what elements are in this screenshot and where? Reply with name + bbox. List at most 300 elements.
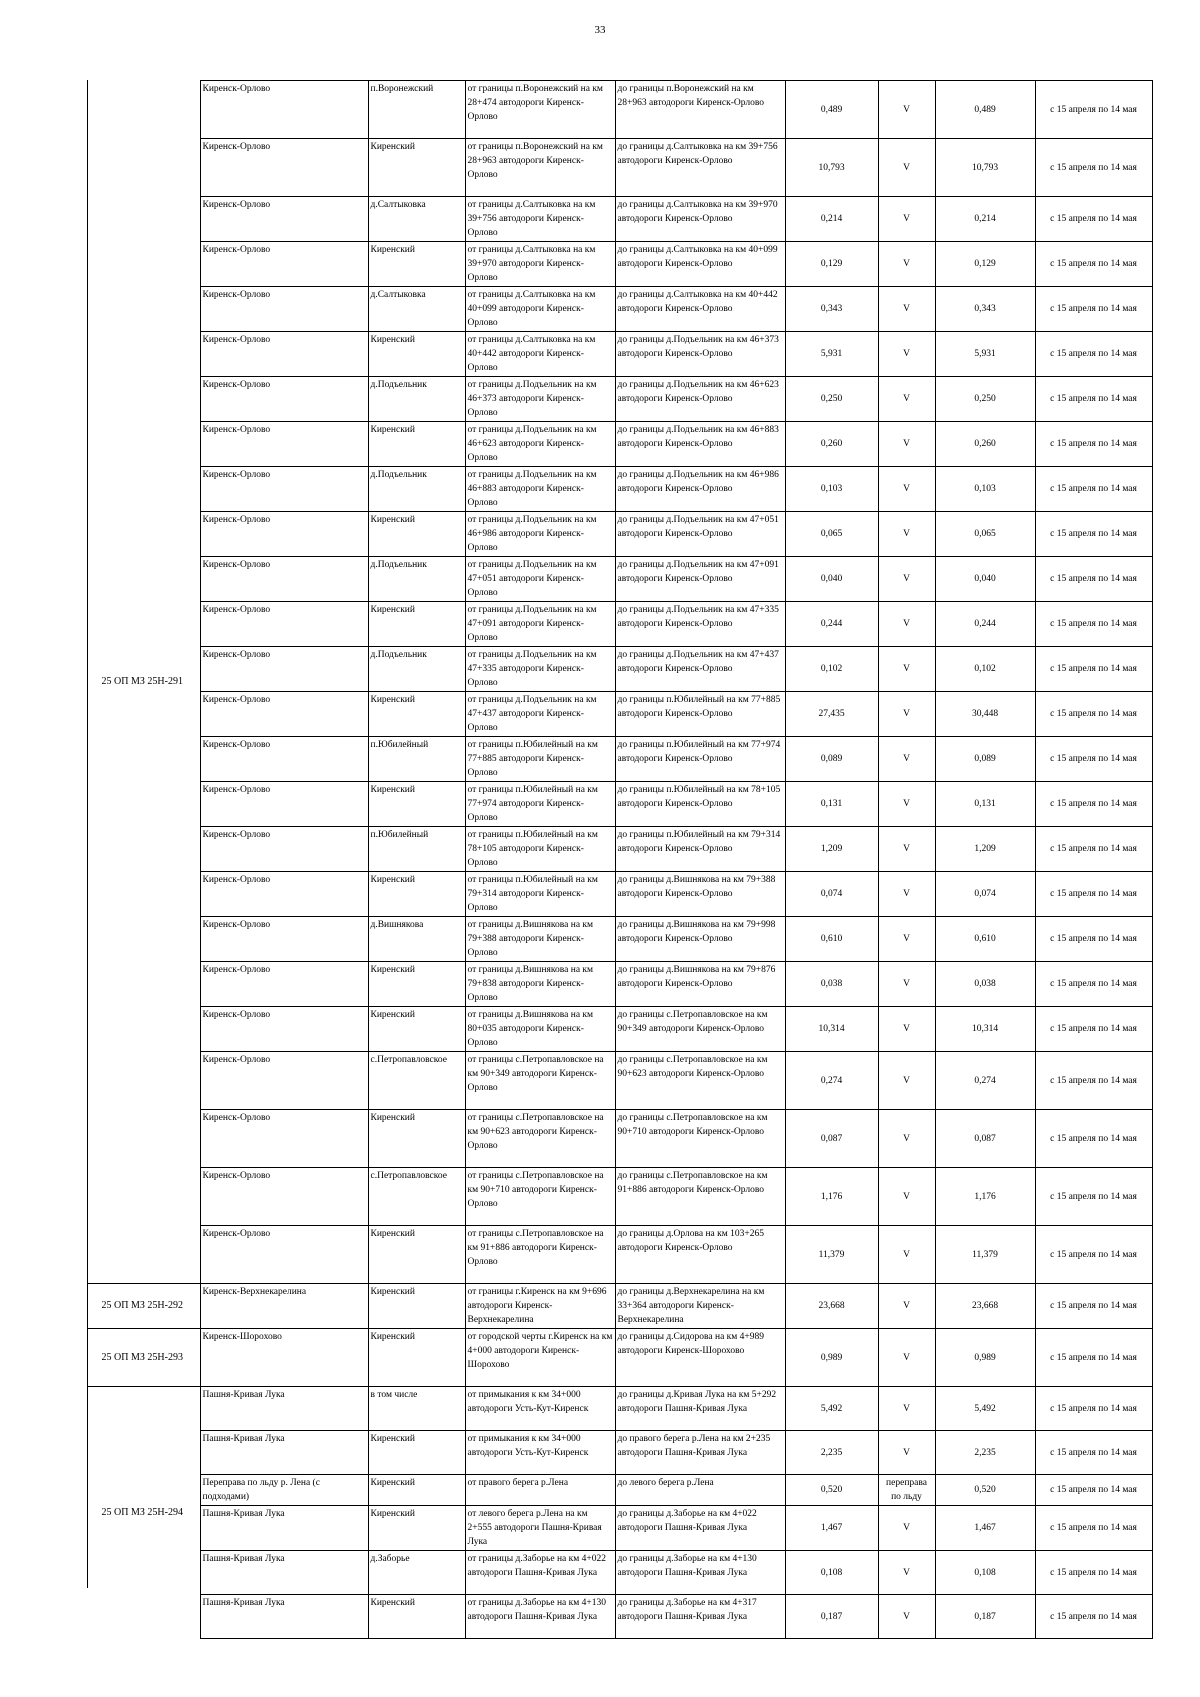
- section-start-cell: от городской черты г.Киренск на км 4+000 автодороги Киренск-Шорохово: [465, 1329, 615, 1387]
- restricted-length-cell: 2,235: [935, 1431, 1035, 1475]
- category-cell: V: [878, 1329, 935, 1387]
- restricted-length-cell: 0,489: [935, 81, 1035, 139]
- category-cell: V: [878, 782, 935, 827]
- district-cell: Киренский: [368, 692, 465, 737]
- section-start-cell: от границы д.Подъельник на км 47+437 автодороги Киренск-Орлово: [465, 692, 615, 737]
- district-cell: д.Заборье: [368, 1551, 465, 1595]
- section-start-cell: от границы п.Воронежский на км 28+963 автодороги Киренск-Орлово: [465, 139, 615, 197]
- section-end-cell: до границы д.Вишнякова на км 79+388 автодороги Киренск-Орлово: [615, 872, 785, 917]
- category-cell: V: [878, 1506, 935, 1551]
- length-cell: 2,235: [785, 1431, 878, 1475]
- restriction-period-cell: с 15 апреля по 14 мая: [1035, 917, 1152, 962]
- restricted-length-cell: 0,040: [935, 557, 1035, 602]
- road-name-cell: Киренск-Орлово: [200, 287, 368, 332]
- length-cell: 27,435: [785, 692, 878, 737]
- road-name-cell: Киренск-Верхнекарелина: [200, 1284, 368, 1329]
- district-cell: п.Воронежский: [368, 81, 465, 139]
- restricted-length-cell: 10,314: [935, 1007, 1035, 1052]
- road-name-cell: Киренск-Орлово: [200, 647, 368, 692]
- district-cell: Киренский: [368, 1284, 465, 1329]
- restricted-length-cell: 10,793: [935, 139, 1035, 197]
- district-cell: Киренский: [368, 512, 465, 557]
- table-row: [87, 557, 1152, 602]
- section-start-cell: от границы п.Юбилейный на км 77+974 автодороги Киренск-Орлово: [465, 782, 615, 827]
- restricted-length-cell: 0,103: [935, 467, 1035, 512]
- section-end-cell: до границы д.Подъельник на км 46+373 автодороги Киренск-Орлово: [615, 332, 785, 377]
- table-row: [87, 872, 1152, 917]
- road-name-cell: Пашня-Кривая Лука: [200, 1551, 368, 1595]
- category-cell: V: [878, 1284, 935, 1329]
- section-end-cell: до границы с.Петропавловское на км 90+710 автодороги Киренск-Орлово: [615, 1110, 785, 1168]
- table-row: [87, 242, 1152, 287]
- category-cell: V: [878, 332, 935, 377]
- length-cell: 0,187: [785, 1595, 878, 1639]
- road-name-cell: Киренск-Орлово: [200, 1007, 368, 1052]
- length-cell: 1,467: [785, 1506, 878, 1551]
- category-cell: V: [878, 1431, 935, 1475]
- category-cell: V: [878, 647, 935, 692]
- district-cell: Киренский: [368, 1506, 465, 1551]
- road-name-cell: Киренск-Орлово: [200, 1168, 368, 1226]
- restricted-length-cell: 5,931: [935, 332, 1035, 377]
- restricted-length-cell: 0,074: [935, 872, 1035, 917]
- road-name-cell: Киренск-Шорохово: [200, 1329, 368, 1387]
- restricted-length-cell: 0,129: [935, 242, 1035, 287]
- category-cell: V: [878, 242, 935, 287]
- table-row: [87, 287, 1152, 332]
- restriction-period-cell: с 15 апреля по 14 мая: [1035, 512, 1152, 557]
- restriction-period-cell: с 15 апреля по 14 мая: [1035, 782, 1152, 827]
- length-cell: 0,074: [785, 872, 878, 917]
- section-start-cell: от границы д.Подъельник на км 46+373 автодороги Киренск-Орлово: [465, 377, 615, 422]
- category-cell: V: [878, 692, 935, 737]
- section-end-cell: до границы д.Заборье на км 4+022 автодороги Пашня-Кривая Лука: [615, 1506, 785, 1551]
- section-start-cell: от границы д.Вишнякова на км 79+838 автодороги Киренск-Орлово: [465, 962, 615, 1007]
- restricted-length-cell: 23,668: [935, 1284, 1035, 1329]
- road-name-cell: Киренск-Орлово: [200, 81, 368, 139]
- length-cell: 1,209: [785, 827, 878, 872]
- section-end-cell: до границы п.Юбилейный на км 79+314 автодороги Киренск-Орлово: [615, 827, 785, 872]
- district-cell: с.Петропавловское: [368, 1168, 465, 1226]
- restricted-length-cell: 0,250: [935, 377, 1035, 422]
- district-cell: Киренский: [368, 1475, 465, 1506]
- length-cell: 0,108: [785, 1551, 878, 1595]
- section-start-cell: от границы д.Заборье на км 4+130 автодороги Пашня-Кривая Лука: [465, 1595, 615, 1639]
- length-cell: 0,989: [785, 1329, 878, 1387]
- table-row: [87, 1329, 1152, 1387]
- section-end-cell: до границы п.Юбилейный на км 77+974 автодороги Киренск-Орлово: [615, 737, 785, 782]
- section-end-cell: до границы д.Салтыковка на км 40+442 автодороги Киренск-Орлово: [615, 287, 785, 332]
- section-end-cell: до границы с.Петропавловское на км 90+349 автодороги Киренск-Орлово: [615, 1007, 785, 1052]
- restriction-period-cell: с 15 апреля по 14 мая: [1035, 422, 1152, 467]
- restriction-period-cell: с 15 апреля по 14 мая: [1035, 872, 1152, 917]
- category-cell: V: [878, 1007, 935, 1052]
- section-end-cell: до границы д.Салтыковка на км 39+970 автодороги Киренск-Орлово: [615, 197, 785, 242]
- category-cell: V: [878, 962, 935, 1007]
- restriction-period-cell: с 15 апреля по 14 мая: [1035, 1110, 1152, 1168]
- category-cell: V: [878, 917, 935, 962]
- table-row: [87, 512, 1152, 557]
- length-cell: 0,103: [785, 467, 878, 512]
- restricted-length-cell: 11,379: [935, 1226, 1035, 1284]
- restriction-period-cell: с 15 апреля по 14 мая: [1035, 962, 1152, 1007]
- length-cell: 23,668: [785, 1284, 878, 1329]
- road-name-cell: Киренск-Орлово: [200, 332, 368, 377]
- table-row: [87, 1595, 1152, 1639]
- section-end-cell: до границы п.Воронежский на км 28+963 автодороги Киренск-Орлово: [615, 81, 785, 139]
- restricted-length-cell: 0,108: [935, 1551, 1035, 1595]
- restriction-period-cell: с 15 апреля по 14 мая: [1035, 467, 1152, 512]
- section-start-cell: от границы д.Подъельник на км 46+986 автодороги Киренск-Орлово: [465, 512, 615, 557]
- length-cell: 10,793: [785, 139, 878, 197]
- restricted-length-cell: 0,131: [935, 782, 1035, 827]
- restriction-period-cell: с 15 апреля по 14 мая: [1035, 377, 1152, 422]
- section-end-cell: до границы д.Подъельник на км 47+091 автодороги Киренск-Орлово: [615, 557, 785, 602]
- table-row: [87, 827, 1152, 872]
- district-cell: Киренский: [368, 242, 465, 287]
- category-cell: V: [878, 1110, 935, 1168]
- restriction-period-cell: с 15 апреля по 14 мая: [1035, 1007, 1152, 1052]
- length-cell: 0,089: [785, 737, 878, 782]
- district-cell: д.Подъельник: [368, 557, 465, 602]
- category-cell: V: [878, 1595, 935, 1639]
- district-cell: с.Петропавловское: [368, 1052, 465, 1110]
- road-name-cell: Киренск-Орлово: [200, 139, 368, 197]
- category-cell: V: [878, 1052, 935, 1110]
- section-start-cell: от границы д.Салтыковка на км 40+442 автодороги Киренск-Орлово: [465, 332, 615, 377]
- road-restrictions-table: [87, 80, 1153, 1639]
- section-start-cell: от примыкания к км 34+000 автодороги Усть-Кут-Киренск: [465, 1387, 615, 1431]
- length-cell: 0,610: [785, 917, 878, 962]
- length-cell: 0,520: [785, 1475, 878, 1506]
- road-name-cell: Пашня-Кривая Лука: [200, 1431, 368, 1475]
- length-cell: 0,260: [785, 422, 878, 467]
- section-end-cell: до границы д.Салтыковка на км 39+756 автодороги Киренск-Орлово: [615, 139, 785, 197]
- road-code-cell: 25 ОП МЗ 25Н-292: [87, 1284, 200, 1329]
- category-cell: V: [878, 737, 935, 782]
- restricted-length-cell: 0,089: [935, 737, 1035, 782]
- district-cell: Киренский: [368, 1226, 465, 1284]
- section-end-cell: до границы д.Подъельник на км 46+986 автодороги Киренск-Орлово: [615, 467, 785, 512]
- table-row: [87, 1387, 1152, 1431]
- table-row: [87, 197, 1152, 242]
- restricted-length-cell: 0,343: [935, 287, 1035, 332]
- restriction-period-cell: с 15 апреля по 14 мая: [1035, 1475, 1152, 1506]
- district-cell: Киренский: [368, 1007, 465, 1052]
- district-cell: Киренский: [368, 872, 465, 917]
- table-row: [87, 692, 1152, 737]
- restricted-length-cell: 1,176: [935, 1168, 1035, 1226]
- restriction-period-cell: с 15 апреля по 14 мая: [1035, 1052, 1152, 1110]
- section-start-cell: от границы д.Подъельник на км 47+091 автодороги Киренск-Орлово: [465, 602, 615, 647]
- table-row: [87, 602, 1152, 647]
- restricted-length-cell: 5,492: [935, 1387, 1035, 1431]
- road-code-cell: 25 ОП МЗ 25Н-294: [87, 1387, 200, 1639]
- road-name-cell: Киренск-Орлово: [200, 512, 368, 557]
- section-end-cell: до границы с.Петропавловское на км 91+886 автодороги Киренск-Орлово: [615, 1168, 785, 1226]
- road-code-cell: 25 ОП МЗ 25Н-293: [87, 1329, 200, 1387]
- restriction-period-cell: с 15 апреля по 14 мая: [1035, 242, 1152, 287]
- length-cell: 11,379: [785, 1226, 878, 1284]
- section-start-cell: от границы д.Вишнякова на км 80+035 автодороги Киренск-Орлово: [465, 1007, 615, 1052]
- page-number: 33: [594, 24, 606, 36]
- category-cell: V: [878, 1551, 935, 1595]
- restriction-period-cell: с 15 апреля по 14 мая: [1035, 332, 1152, 377]
- table-row: [87, 647, 1152, 692]
- section-end-cell: до границы д.Заборье на км 4+130 автодороги Пашня-Кривая Лука: [615, 1551, 785, 1595]
- section-end-cell: до границы п.Юбилейный на км 77+885 автодороги Киренск-Орлово: [615, 692, 785, 737]
- district-cell: Киренский: [368, 332, 465, 377]
- road-name-cell: Киренск-Орлово: [200, 737, 368, 782]
- restriction-period-cell: с 15 апреля по 14 мая: [1035, 1551, 1152, 1595]
- section-start-cell: от границы д.Подъельник на км 47+051 автодороги Киренск-Орлово: [465, 557, 615, 602]
- section-end-cell: до границы д.Подъельник на км 46+623 автодороги Киренск-Орлово: [615, 377, 785, 422]
- road-name-cell: Киренск-Орлово: [200, 872, 368, 917]
- restriction-period-cell: с 15 апреля по 14 мая: [1035, 1226, 1152, 1284]
- section-end-cell: до границы д.Сидорова на км 4+989 автодороги Киренск-Шорохово: [615, 1329, 785, 1387]
- section-start-cell: от границы д.Салтыковка на км 39+970 автодороги Киренск-Орлово: [465, 242, 615, 287]
- district-cell: Киренский: [368, 139, 465, 197]
- length-cell: 0,214: [785, 197, 878, 242]
- restricted-length-cell: 0,274: [935, 1052, 1035, 1110]
- road-name-cell: Киренск-Орлово: [200, 1052, 368, 1110]
- road-name-cell: Киренск-Орлово: [200, 962, 368, 1007]
- table-row: [87, 1284, 1152, 1329]
- length-cell: 1,176: [785, 1168, 878, 1226]
- table-row: [87, 1052, 1152, 1110]
- category-cell: V: [878, 557, 935, 602]
- section-end-cell: до границы д.Вишнякова на км 79+998 автодороги Киренск-Орлово: [615, 917, 785, 962]
- section-end-cell: до границы д.Подъельник на км 47+437 автодороги Киренск-Орлово: [615, 647, 785, 692]
- restriction-period-cell: с 15 апреля по 14 мая: [1035, 557, 1152, 602]
- category-cell: V: [878, 422, 935, 467]
- district-cell: Киренский: [368, 1431, 465, 1475]
- length-cell: 0,274: [785, 1052, 878, 1110]
- section-end-cell: до правого берега р.Лена на км 2+235 автодороги Пашня-Кривая Лука: [615, 1431, 785, 1475]
- section-end-cell: до границы д.Подъельник на км 47+051 автодороги Киренск-Орлово: [615, 512, 785, 557]
- table-row: [87, 1226, 1152, 1284]
- restriction-period-cell: с 15 апреля по 14 мая: [1035, 139, 1152, 197]
- section-start-cell: от границы д.Вишнякова на км 79+388 автодороги Киренск-Орлово: [465, 917, 615, 962]
- length-cell: 0,040: [785, 557, 878, 602]
- section-start-cell: от границы п.Юбилейный на км 79+314 автодороги Киренск-Орлово: [465, 872, 615, 917]
- restricted-length-cell: 1,209: [935, 827, 1035, 872]
- restriction-period-cell: с 15 апреля по 14 мая: [1035, 1284, 1152, 1329]
- table-row: [87, 332, 1152, 377]
- road-name-cell: Переправа по льду р. Лена (с подходами): [200, 1475, 368, 1506]
- category-cell: V: [878, 1168, 935, 1226]
- restricted-length-cell: 0,989: [935, 1329, 1035, 1387]
- district-cell: п.Юбилейный: [368, 737, 465, 782]
- district-cell: Киренский: [368, 962, 465, 1007]
- section-end-cell: до границы д.Вишнякова на км 79+876 автодороги Киренск-Орлово: [615, 962, 785, 1007]
- restriction-period-cell: с 15 апреля по 14 мая: [1035, 1431, 1152, 1475]
- road-name-cell: Пашня-Кривая Лука: [200, 1595, 368, 1639]
- category-cell: V: [878, 467, 935, 512]
- road-name-cell: Киренск-Орлово: [200, 827, 368, 872]
- section-start-cell: от границы д.Заборье на км 4+022 автодороги Пашня-Кривая Лука: [465, 1551, 615, 1595]
- length-cell: 5,492: [785, 1387, 878, 1431]
- restriction-period-cell: с 15 апреля по 14 мая: [1035, 287, 1152, 332]
- district-cell: д.Салтыковка: [368, 287, 465, 332]
- district-cell: п.Юбилейный: [368, 827, 465, 872]
- road-name-cell: Киренск-Орлово: [200, 377, 368, 422]
- category-cell: V: [878, 1226, 935, 1284]
- restriction-period-cell: с 15 апреля по 14 мая: [1035, 197, 1152, 242]
- district-cell: Киренский: [368, 1595, 465, 1639]
- length-cell: 0,343: [785, 287, 878, 332]
- table-row: [87, 1506, 1152, 1551]
- restriction-period-cell: с 15 апреля по 14 мая: [1035, 827, 1152, 872]
- district-cell: Киренский: [368, 782, 465, 827]
- section-end-cell: до границы д.Орлова на км 103+265 автодороги Киренск-Орлово: [615, 1226, 785, 1284]
- restricted-length-cell: 0,087: [935, 1110, 1035, 1168]
- restricted-length-cell: 0,038: [935, 962, 1035, 1007]
- district-cell: д.Подъельник: [368, 467, 465, 512]
- section-start-cell: от левого берега р.Лена на км 2+555 автодороги Пашня-Кривая Лука: [465, 1506, 615, 1551]
- road-name-cell: Киренск-Орлово: [200, 692, 368, 737]
- restricted-length-cell: 0,187: [935, 1595, 1035, 1639]
- table-row: [87, 1007, 1152, 1052]
- district-cell: д.Салтыковка: [368, 197, 465, 242]
- district-cell: Киренский: [368, 1110, 465, 1168]
- table-body: [87, 81, 1152, 1639]
- section-start-cell: от границы д.Подъельник на км 47+335 автодороги Киренск-Орлово: [465, 647, 615, 692]
- district-cell: д.Подъельник: [368, 647, 465, 692]
- length-cell: 0,065: [785, 512, 878, 557]
- length-cell: 0,087: [785, 1110, 878, 1168]
- restriction-period-cell: с 15 апреля по 14 мая: [1035, 1329, 1152, 1387]
- length-cell: 0,244: [785, 602, 878, 647]
- table-row: [87, 139, 1152, 197]
- category-cell: V: [878, 287, 935, 332]
- category-cell: переправа по льду: [878, 1475, 935, 1506]
- road-name-cell: Киренск-Орлово: [200, 197, 368, 242]
- section-start-cell: от границы д.Подъельник на км 46+883 автодороги Киренск-Орлово: [465, 467, 615, 512]
- section-start-cell: от границы с.Петропавловское на км 90+710 автодороги Киренск-Орлово: [465, 1168, 615, 1226]
- category-cell: V: [878, 81, 935, 139]
- road-name-cell: Пашня-Кривая Лука: [200, 1506, 368, 1551]
- section-end-cell: до границы д.Верхнекарелина на км 33+364 автодороги Киренск-Верхнекарелина: [615, 1284, 785, 1329]
- section-end-cell: до границы д.Заборье на км 4+317 автодороги Пашня-Кривая Лука: [615, 1595, 785, 1639]
- section-start-cell: от границы д.Салтыковка на км 39+756 автодороги Киренск-Орлово: [465, 197, 615, 242]
- section-start-cell: от границы г.Киренск на км 9+696 автодороги Киренск-Верхнекарелина: [465, 1284, 615, 1329]
- length-cell: 0,038: [785, 962, 878, 1007]
- restricted-length-cell: 0,244: [935, 602, 1035, 647]
- section-start-cell: от границы п.Юбилейный на км 78+105 автодороги Киренск-Орлово: [465, 827, 615, 872]
- restricted-length-cell: 1,467: [935, 1506, 1035, 1551]
- restricted-length-cell: 0,260: [935, 422, 1035, 467]
- table-row: [87, 917, 1152, 962]
- restricted-length-cell: 30,448: [935, 692, 1035, 737]
- section-start-cell: от примыкания к км 34+000 автодороги Усть-Кут-Киренск: [465, 1431, 615, 1475]
- table-row: [87, 422, 1152, 467]
- restricted-length-cell: 0,214: [935, 197, 1035, 242]
- road-name-cell: Киренск-Орлово: [200, 422, 368, 467]
- table-row: [87, 1168, 1152, 1226]
- category-cell: V: [878, 377, 935, 422]
- section-end-cell: до границы п.Юбилейный на км 78+105 автодороги Киренск-Орлово: [615, 782, 785, 827]
- road-name-cell: Киренск-Орлово: [200, 782, 368, 827]
- length-cell: 0,131: [785, 782, 878, 827]
- section-end-cell: до границы д.Салтыковка на км 40+099 автодороги Киренск-Орлово: [615, 242, 785, 287]
- table-row: [87, 1475, 1152, 1506]
- category-cell: V: [878, 602, 935, 647]
- length-cell: 10,314: [785, 1007, 878, 1052]
- district-cell: д.Вишнякова: [368, 917, 465, 962]
- category-cell: V: [878, 872, 935, 917]
- district-cell: Киренский: [368, 602, 465, 647]
- restriction-period-cell: с 15 апреля по 14 мая: [1035, 692, 1152, 737]
- restricted-length-cell: 0,610: [935, 917, 1035, 962]
- table-row: [87, 1110, 1152, 1168]
- road-name-cell: Киренск-Орлово: [200, 1226, 368, 1284]
- section-start-cell: от границы с.Петропавловское на км 90+623 автодороги Киренск-Орлово: [465, 1110, 615, 1168]
- section-end-cell: до левого берега р.Лена: [615, 1475, 785, 1506]
- restriction-period-cell: с 15 апреля по 14 мая: [1035, 647, 1152, 692]
- road-name-cell: Киренск-Орлово: [200, 242, 368, 287]
- road-name-cell: Киренск-Орлово: [200, 917, 368, 962]
- length-cell: 5,931: [785, 332, 878, 377]
- district-cell: в том числе: [368, 1387, 465, 1431]
- section-start-cell: от границы п.Юбилейный на км 77+885 автодороги Киренск-Орлово: [465, 737, 615, 782]
- section-start-cell: от границы с.Петропавловское на км 90+349 автодороги Киренск-Орлово: [465, 1052, 615, 1110]
- road-name-cell: Киренск-Орлово: [200, 602, 368, 647]
- restriction-period-cell: с 15 апреля по 14 мая: [1035, 81, 1152, 139]
- road-name-cell: Киренск-Орлово: [200, 467, 368, 512]
- road-name-cell: Киренск-Орлово: [200, 557, 368, 602]
- section-start-cell: от границы п.Воронежский на км 28+474 автодороги Киренск-Орлово: [465, 81, 615, 139]
- length-cell: 0,489: [785, 81, 878, 139]
- table-row: [87, 782, 1152, 827]
- restriction-period-cell: с 15 апреля по 14 мая: [1035, 737, 1152, 782]
- category-cell: V: [878, 512, 935, 557]
- length-cell: 0,250: [785, 377, 878, 422]
- category-cell: V: [878, 139, 935, 197]
- road-name-cell: Киренск-Орлово: [200, 1110, 368, 1168]
- restricted-length-cell: 0,520: [935, 1475, 1035, 1506]
- restricted-length-cell: 0,065: [935, 512, 1035, 557]
- section-end-cell: до границы д.Подъельник на км 46+883 автодороги Киренск-Орлово: [615, 422, 785, 467]
- table-row: [87, 467, 1152, 512]
- section-start-cell: от правого берега р.Лена: [465, 1475, 615, 1506]
- section-end-cell: до границы д.Подъельник на км 47+335 автодороги Киренск-Орлово: [615, 602, 785, 647]
- table-row: [87, 962, 1152, 1007]
- category-cell: V: [878, 827, 935, 872]
- table-row: [87, 737, 1152, 782]
- section-start-cell: от границы д.Салтыковка на км 40+099 автодороги Киренск-Орлово: [465, 287, 615, 332]
- length-cell: 0,102: [785, 647, 878, 692]
- restriction-period-cell: с 15 апреля по 14 мая: [1035, 1387, 1152, 1431]
- table-row: [87, 377, 1152, 422]
- table-row: [87, 1551, 1152, 1595]
- road-name-cell: Пашня-Кривая Лука: [200, 1387, 368, 1431]
- category-cell: V: [878, 197, 935, 242]
- restriction-period-cell: с 15 апреля по 14 мая: [1035, 1168, 1152, 1226]
- road-code-cell: 25 ОП МЗ 25Н-291: [87, 81, 200, 1284]
- section-start-cell: от границы д.Подъельник на км 46+623 автодороги Киренск-Орлово: [465, 422, 615, 467]
- district-cell: д.Подъельник: [368, 377, 465, 422]
- table-row: [87, 1431, 1152, 1475]
- section-end-cell: до границы с.Петропавловское на км 90+623 автодороги Киренск-Орлово: [615, 1052, 785, 1110]
- restriction-period-cell: с 15 апреля по 14 мая: [1035, 602, 1152, 647]
- length-cell: 0,129: [785, 242, 878, 287]
- restriction-period-cell: с 15 апреля по 14 мая: [1035, 1506, 1152, 1551]
- section-start-cell: от границы с.Петропавловское на км 91+886 автодороги Киренск-Орлово: [465, 1226, 615, 1284]
- section-end-cell: до границы д.Кривая Лука на км 5+292 автодороги Пашня-Кривая Лука: [615, 1387, 785, 1431]
- restriction-period-cell: с 15 апреля по 14 мая: [1035, 1595, 1152, 1639]
- category-cell: V: [878, 1387, 935, 1431]
